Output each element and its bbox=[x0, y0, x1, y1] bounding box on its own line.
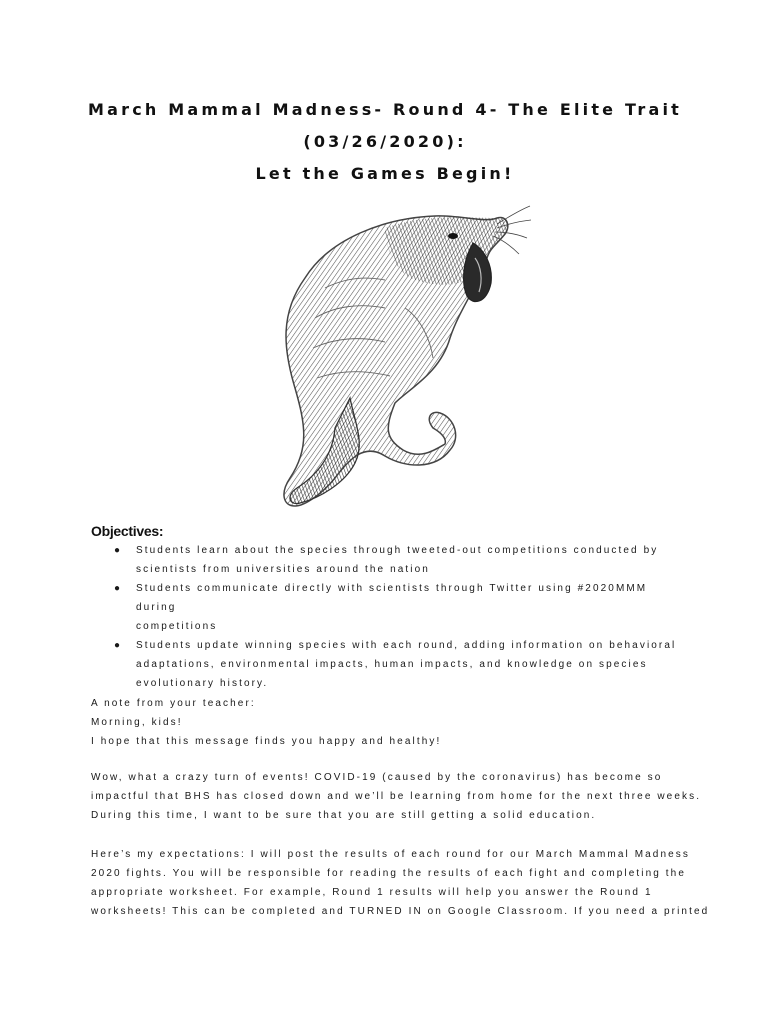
para2-line-2: 2020 fights. You will be responsible for reading the results of each fight and completing the bbox=[91, 868, 687, 879]
bullet-icon: ● bbox=[114, 583, 121, 594]
bullet-icon: ● bbox=[114, 640, 121, 651]
objective-3-line-3: evolutionary history. bbox=[136, 678, 269, 689]
sea-lion-sketch-icon bbox=[235, 188, 535, 518]
para1-line-2: impactful that BHS has closed down and we’ll be learning from home for the next three weeks. bbox=[91, 791, 702, 802]
bullet-icon: ● bbox=[114, 545, 121, 556]
para2-line-3: appropriate worksheet. For example, Round 1 results will help you answer the Round 1 bbox=[91, 887, 653, 898]
objectives-heading: Objectives: bbox=[91, 523, 164, 539]
para2-line-4: worksheets! This can be completed and TURNED IN on Google Classroom. If you need a printed bbox=[91, 906, 710, 917]
objective-2-line-1: Students communicate directly with scientists through Twitter using #2020MMM during bbox=[136, 583, 648, 613]
objective-3-line-1: Students update winning species with each round, adding information on behavioral bbox=[136, 640, 677, 651]
doc-title-line-1: March Mammal Madness- Round 4- The Elite Trait bbox=[88, 100, 682, 119]
objectives-list bbox=[91, 541, 691, 693]
para1-line-1: Wow, what a crazy turn of events! COVID-19 (caused by the coronavirus) has become so bbox=[91, 772, 663, 783]
objective-3-line-2: adaptations, environmental impacts, human impacts, and knowledge on species bbox=[136, 659, 648, 670]
paragraph-covid bbox=[91, 768, 711, 825]
list-item bbox=[91, 636, 691, 693]
objective-1-line-2: scientists from universities around the nation bbox=[136, 564, 430, 575]
doc-title-line-3: Let the Games Begin! bbox=[255, 164, 515, 183]
paragraph-expectations bbox=[91, 845, 711, 921]
note-line-2: Morning, kids! bbox=[91, 717, 183, 728]
objective-2-line-2: competitions bbox=[136, 621, 218, 632]
list-item bbox=[91, 579, 691, 636]
para2-line-1: Here’s my expectations: I will post the results of each round for our March Mammal Madness bbox=[91, 849, 690, 860]
objective-1-line-1: Students learn about the species through tweeted-out competitions conducted by bbox=[136, 545, 659, 556]
note-line-1: A note from your teacher: bbox=[91, 698, 256, 709]
doc-title-line-2: (03/26/2020): bbox=[303, 132, 467, 151]
list-item bbox=[91, 541, 691, 579]
teacher-note bbox=[91, 694, 711, 751]
para1-line-3: During this time, I want to be sure that you are still getting a solid education. bbox=[91, 810, 597, 821]
note-line-3: I hope that this message finds you happy and healthy! bbox=[91, 736, 442, 747]
